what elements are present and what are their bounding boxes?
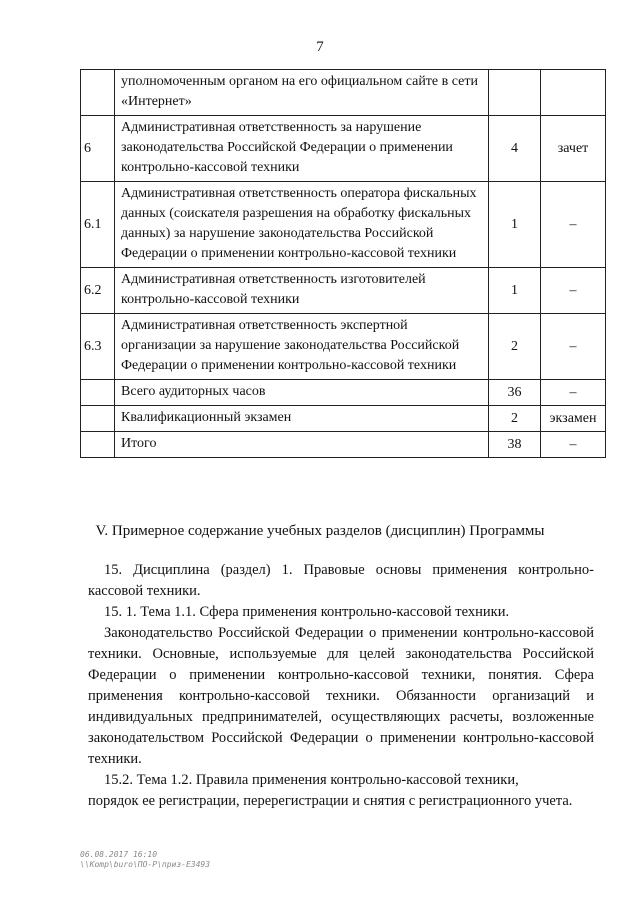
- paragraph-topic-1-2-line2: порядок ее регистрации, перерегистрации и снятия с регистрационного учета.: [88, 793, 573, 809]
- cell-number: 6.2: [81, 268, 115, 314]
- cell-assessment: зачет: [541, 116, 606, 182]
- cell-assessment: –: [541, 182, 606, 268]
- file-stamp-path: \\Komp\buro\ПО-Р\приз-Е3493: [80, 860, 211, 869]
- cell-hours: [489, 70, 541, 116]
- cell-title: Административная ответственность изготовителей контрольно-кассовой техники: [115, 268, 489, 314]
- table-row: [81, 182, 606, 268]
- cell-title: Всего аудиторных часов: [115, 380, 489, 406]
- paragraph-topic-1-1-content: Законодательство Российской Федерации о применении контрольно-кассовой техники. Основные, используемые для целей законодательства Российской Федерации о применении контрольно-кассовой техники, понятия. Сфера применения контрольно-кассовой техники. Обязанности организаций и индивидуальных предпринимателей, осуществляющих расчеты, возложенные законодательством Российской Федерации о применении контрольно-кассовой техники.: [88, 625, 594, 767]
- cell-title: Итого: [115, 432, 489, 458]
- cell-number: 6.1: [81, 182, 115, 268]
- cell-assessment: –: [541, 314, 606, 380]
- cell-hours: 1: [489, 182, 541, 268]
- cell-title: Административная ответственность экспертной организации за нарушение законодательства Российской Федерации о применении контрольно-кассовой техники: [115, 314, 489, 380]
- page-number: 7: [316, 39, 324, 55]
- cell-assessment: экзамен: [541, 406, 606, 432]
- paragraph-discipline-1: 15. Дисциплина (раздел) 1. Правовые основы применения контрольно-кассовой техники.: [88, 562, 594, 599]
- cell-assessment: –: [541, 432, 606, 458]
- table-row: [81, 268, 606, 314]
- table-row: [81, 380, 606, 406]
- table-row: [81, 406, 606, 432]
- table-row: [81, 432, 606, 458]
- paragraph-topic-1-1: 15. 1. Тема 1.1. Сфера применения контрольно-кассовой техники.: [104, 604, 510, 620]
- cell-number: [81, 380, 115, 406]
- file-stamp: [80, 850, 210, 870]
- cell-hours: 2: [489, 406, 541, 432]
- section-heading: V. Примерное содержание учебных разделов (дисциплин) Программы: [95, 523, 545, 539]
- cell-title: Административная ответственность оператора фискальных данных (соискателя разрешения на обработку фискальных данных) за нарушение законодательства Российской Федерации о применении контрольно-кассовой техники: [115, 182, 489, 268]
- cell-hours: 38: [489, 432, 541, 458]
- cell-hours: 2: [489, 314, 541, 380]
- cell-hours: 1: [489, 268, 541, 314]
- cell-title: уполномоченным органом на его официальном сайте в сети «Интернет»: [115, 70, 489, 116]
- cell-title: Административная ответственность за нарушение законодательства Российской Федерации о применении контрольно-кассовой техники: [115, 116, 489, 182]
- cell-hours: 4: [489, 116, 541, 182]
- cell-hours: 36: [489, 380, 541, 406]
- cell-assessment: –: [541, 268, 606, 314]
- cell-number: [81, 432, 115, 458]
- table-row: [81, 70, 606, 116]
- cell-number: 6.3: [81, 314, 115, 380]
- cell-title: Квалификационный экзамен: [115, 406, 489, 432]
- file-stamp-date: 06.08.2017 16:10: [80, 850, 158, 859]
- cell-number: 6: [81, 116, 115, 182]
- body-text: [88, 560, 594, 812]
- paragraph-topic-1-2-line1: 15.2. Тема 1.2. Правила применения контрольно-кассовой техники,: [104, 772, 519, 788]
- cell-assessment: –: [541, 380, 606, 406]
- cell-number: [81, 406, 115, 432]
- table-row: [81, 314, 606, 380]
- cell-number: [81, 70, 115, 116]
- curriculum-table: [80, 69, 606, 458]
- table-row: [81, 116, 606, 182]
- cell-assessment: [541, 70, 606, 116]
